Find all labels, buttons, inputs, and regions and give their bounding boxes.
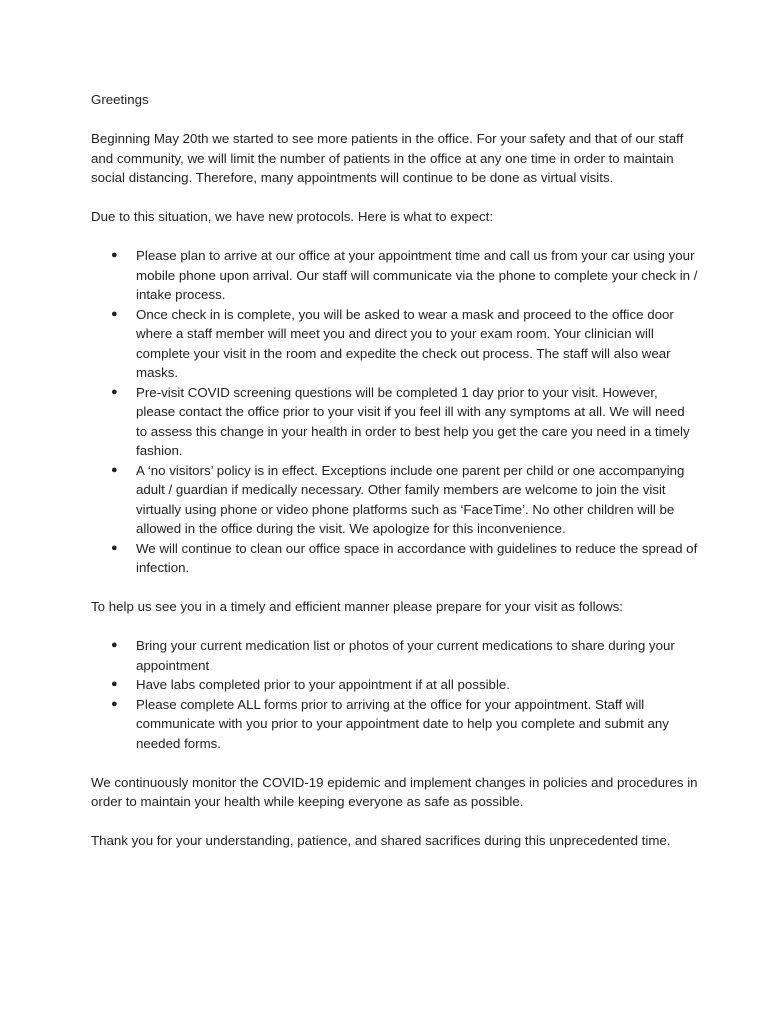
preparation-text: Please complete ALL forms prior to arriving at the office for your appointment. Staff will communicate with you prior to your appointment date to help you complete and submit any needed forms.	[136, 696, 669, 751]
protocols-intro: Due to this situation, we have new protocols. Here is what to expect:	[91, 209, 494, 224]
protocols-list	[91, 246, 698, 578]
preparation-item	[91, 636, 698, 675]
monitoring-paragraph: We continuously monitor the COVID-19 epidemic and implement changes in policies and procedures in order to maintain your health while keeping everyone as safe as possible.	[91, 774, 698, 809]
greeting: Greetings	[91, 92, 149, 107]
preparation-text: Bring your current medication list or photos of your current medications to share during your appointment	[136, 638, 675, 673]
bullet-icon: ●	[111, 249, 118, 261]
preparation-item	[91, 695, 698, 754]
intro-paragraph: Beginning May 20th we started to see more patients in the office. For your safety and that of our staff and community, we will limit the number of patients in the office at any one time in order to maintain social distancing. Therefore, many appointments will continue to be done as virtual visits.	[91, 131, 684, 185]
protocol-item	[91, 461, 698, 539]
protocol-text: A ‘no visitors’ policy is in effect. Exceptions include one parent per child or one accompanying adult / guardian if medically necessary. Other family members are welcome to join the visit virtually using phone or video phone platforms such as ‘FaceTime’. No other children will be allowed in the office during the visit. We apologize for this inconvenience.	[136, 462, 685, 536]
protocol-item	[91, 246, 698, 305]
protocol-text: Once check in is complete, you will be asked to wear a mask and proceed to the office door where a staff member will meet you and direct you to your exam room. Your clinician will complete your visit in the room and expedite the check out process. The staff will also wear masks.	[136, 306, 674, 380]
bullet-icon: ●	[111, 639, 118, 651]
prepare-intro: To help us see you in a timely and efficient manner please prepare for your visit as follows:	[91, 599, 623, 614]
bullet-icon: ●	[111, 463, 118, 476]
preparation-item	[91, 675, 698, 695]
bullet-icon: ●	[111, 541, 118, 554]
protocol-item	[91, 383, 698, 461]
preparations-list	[91, 636, 698, 753]
bullet-icon: ●	[111, 678, 118, 690]
protocol-item	[91, 305, 698, 383]
preparation-text: Have labs completed prior to your appointment if at all possible.	[136, 677, 510, 692]
bullet-icon: ●	[111, 697, 118, 710]
closing-paragraph: Thank you for your understanding, patience, and shared sacrifices during this unprecedented time.	[91, 833, 671, 848]
protocol-text: We will continue to clean our office space in accordance with guidelines to reduce the spread of infection.	[136, 540, 698, 575]
protocol-text: Pre-visit COVID screening questions will be completed 1 day prior to your visit. However, please contact the office prior to your visit if you feel ill with any symptoms at all. We will need to assess this change in your health in order to best help you get the care you need in a timely fashion.	[136, 384, 690, 458]
protocol-item	[91, 539, 698, 578]
bullet-icon: ●	[111, 307, 118, 320]
bullet-icon: ●	[111, 385, 118, 398]
protocol-text: Please plan to arrive at our office at your appointment time and call us from your car using your mobile phone upon arrival. Our staff will communicate via the phone to complete your check in / intake process.	[136, 248, 698, 302]
